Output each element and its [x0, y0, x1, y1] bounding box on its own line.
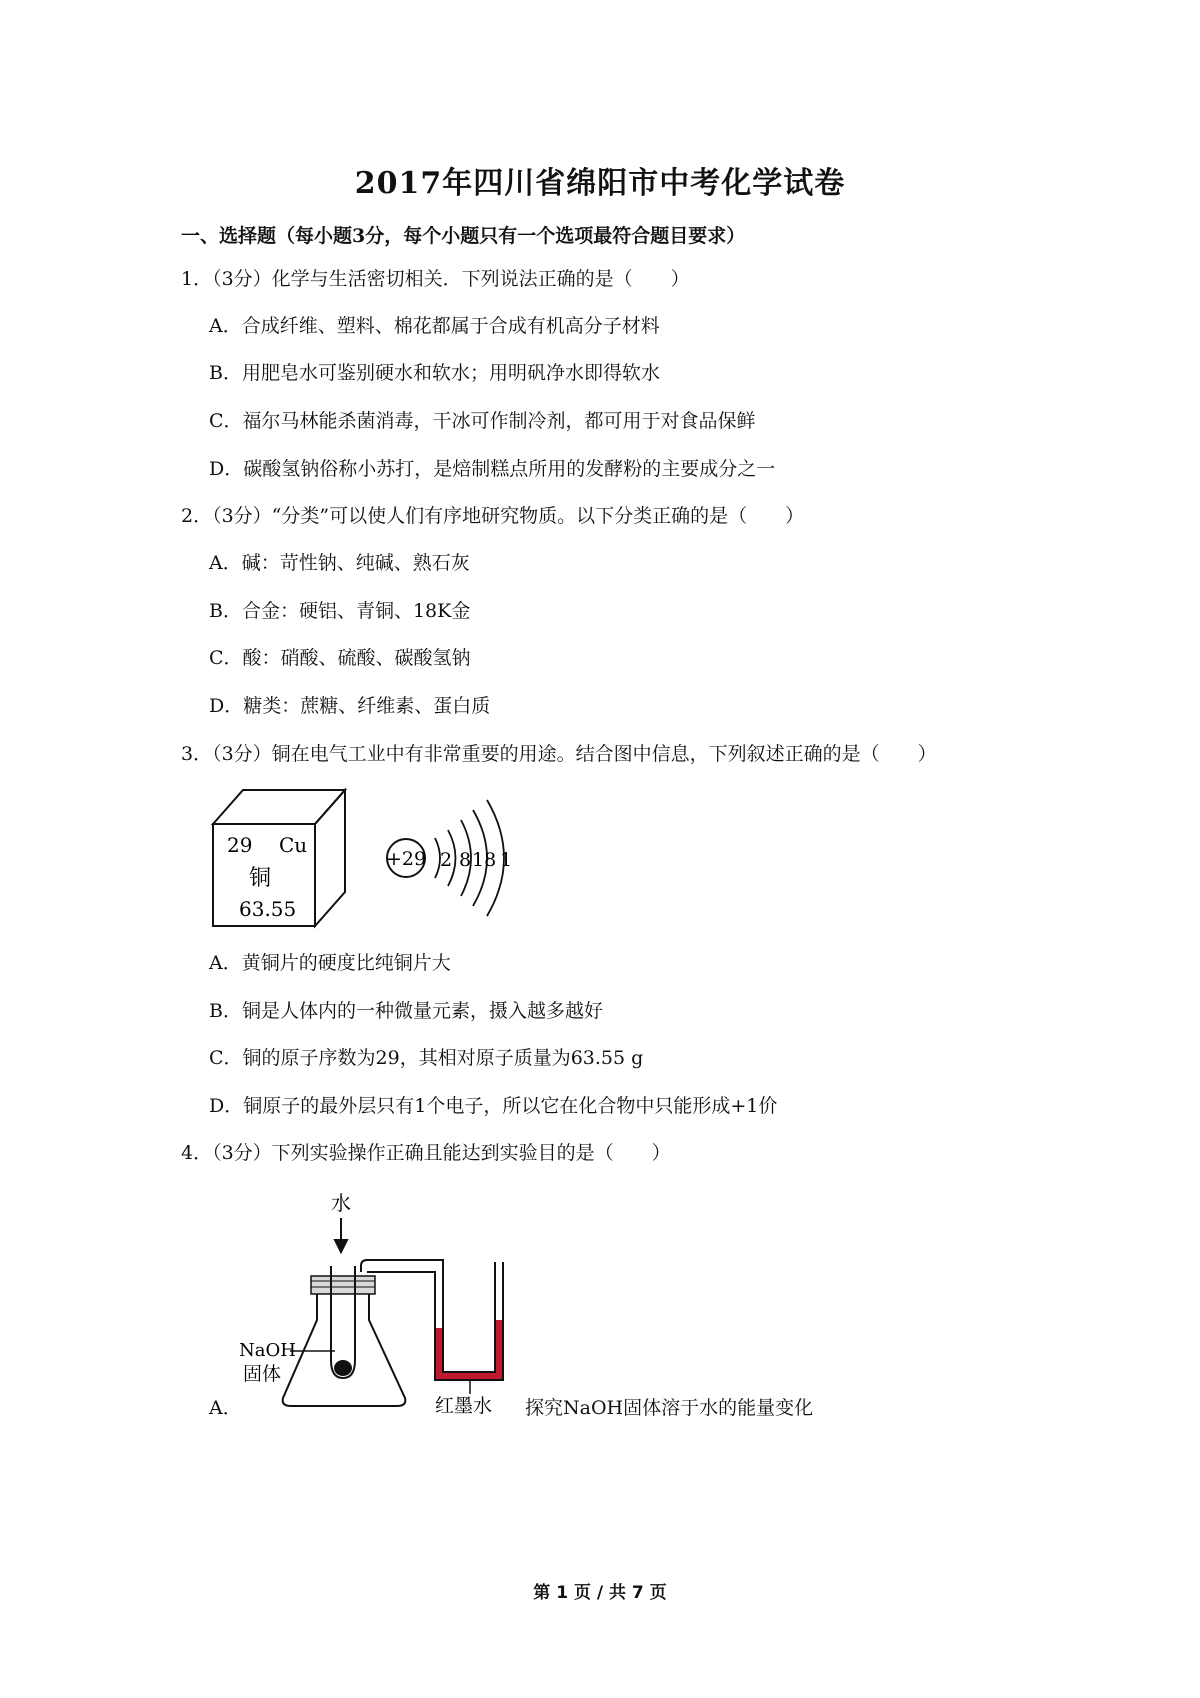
element-atomic-mass: 63.55	[239, 897, 297, 921]
shell-count-2: 8	[459, 849, 472, 871]
red-ink-bottom	[436, 1373, 502, 1379]
element-atomic-number: 29	[227, 833, 253, 857]
question-3-option-a: A．黄铜片的硬度比纯铜片大	[209, 952, 451, 974]
page-title: 2017年四川省绵阳市中考化学试卷	[354, 166, 846, 201]
red-ink-left	[436, 1328, 442, 1379]
question-4-option-a-text: 探究NaOH固体溶于水的能量变化	[525, 1397, 814, 1419]
question-2-option-a: A．碱：苛性钠、纯碱、熟石灰	[209, 552, 470, 574]
question-4-option-a-letter: A．	[209, 1397, 242, 1419]
naoh-label: NaOH	[239, 1340, 296, 1361]
shell-count-4: 1	[500, 849, 513, 871]
question-2-option-d: D．糖类：蔗糖、纤维素、蛋白质	[209, 695, 491, 717]
nucleus-charge: +29	[385, 848, 427, 870]
question-2-option-b: B．合金：硬铝、青铜、18K金	[209, 600, 471, 622]
naoh-solid	[334, 1360, 352, 1376]
question-3-option-c: C．铜的原子序数为29，其相对原子质量为63.55 g	[209, 1047, 644, 1069]
question-1-option-a: A．合成纤维、塑料、棉花都属于合成有机高分子材料	[209, 315, 660, 337]
question-1-option-c: C．福尔马林能杀菌消毒，干冰可作制冷剂，都可用于对食品保鲜	[209, 410, 756, 432]
question-1-option-b: B．用肥皂水可鉴别硬水和软水；用明矾净水即得软水	[209, 362, 660, 384]
question-3-option-d: D．铜原子的最外层只有1个电子，所以它在化合物中只能形成+1价	[209, 1095, 778, 1117]
copper-element-figure	[205, 780, 535, 940]
page-footer: 第 1 页 / 共 7 页	[533, 1583, 667, 1603]
shell-count-1: 2	[440, 849, 453, 871]
element-symbol: Cu	[279, 833, 308, 857]
red-ink-right	[496, 1320, 502, 1379]
question-1-stem: 1．（3分）化学与生活密切相关．下列说法正确的是（ ）	[181, 268, 690, 290]
question-2-stem: 2．（3分）“分类”可以使人们有序地研究物质。以下分类正确的是（ ）	[181, 505, 805, 527]
question-4-stem: 4．（3分）下列实验操作正确且能达到实验目的是（ ）	[181, 1142, 671, 1164]
rubber-stopper	[311, 1276, 375, 1294]
question-2-option-c: C．酸：硝酸、硫酸、碳酸氢钠	[209, 647, 471, 669]
conical-flask	[283, 1288, 406, 1406]
question-1-option-d: D．碳酸氢钠俗称小苏打，是焙制糕点所用的发酵粉的主要成分之一	[209, 458, 776, 480]
red-ink-label: 红墨水	[435, 1395, 493, 1417]
section-heading: 一、选择题（每小题3分，每个小题只有一个选项最符合题目要求）	[181, 225, 746, 247]
solid-label: 固体	[243, 1363, 282, 1385]
shell-count-3: 18	[472, 849, 497, 871]
question-3-stem: 3．（3分）铜在电气工业中有非常重要的用途。结合图中信息，下列叙述正确的是（ ）	[181, 743, 937, 765]
u-tube	[435, 1262, 503, 1380]
water-label: 水	[331, 1191, 351, 1215]
down-arrow-icon	[335, 1218, 347, 1252]
question-3-option-b: B．铜是人体内的一种微量元素，摄入越多越好	[209, 1000, 603, 1022]
element-name: 铜	[249, 866, 272, 891]
naoh-experiment-figure	[239, 1180, 530, 1420]
